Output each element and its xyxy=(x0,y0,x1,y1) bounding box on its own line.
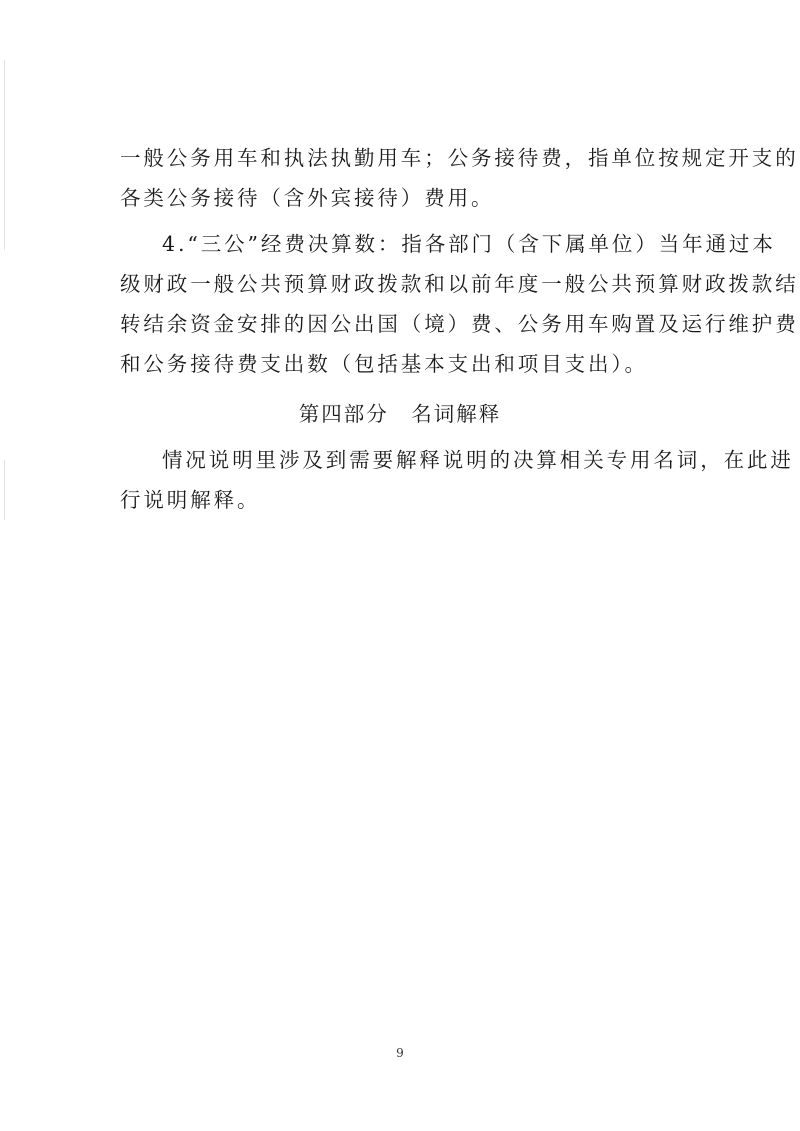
scan-edge-mark xyxy=(4,60,5,250)
text-line: 一般公务用车和执法执勤用车；公务接待费，指单位按规定开支的 xyxy=(120,146,799,170)
page-number: 9 xyxy=(396,1046,404,1060)
text-line: 各类公务接待（含外宾接待）费用。 xyxy=(120,186,495,210)
text-line: 转结余资金安排的因公出国（境）费、公务用车购置及运行维护费 xyxy=(120,312,799,336)
text-line: 情况说明里涉及到需要解释说明的决算相关专用名词，在此进 xyxy=(162,448,794,472)
text-line: 和公务接待费支出数（包括基本支出和项目支出）。 xyxy=(120,352,648,376)
text-line: 行说明解释。 xyxy=(120,488,261,512)
section-heading: 第四部分 名词解释 xyxy=(298,402,502,426)
text-line: 级财政一般公共预算财政拨款和以前年度一般公共预算财政拨款结 xyxy=(120,272,799,296)
text-line: 4.“三公”经费决算数：指各部门（含下属单位）当年通过本 xyxy=(162,232,776,256)
scan-edge-mark xyxy=(4,460,5,520)
